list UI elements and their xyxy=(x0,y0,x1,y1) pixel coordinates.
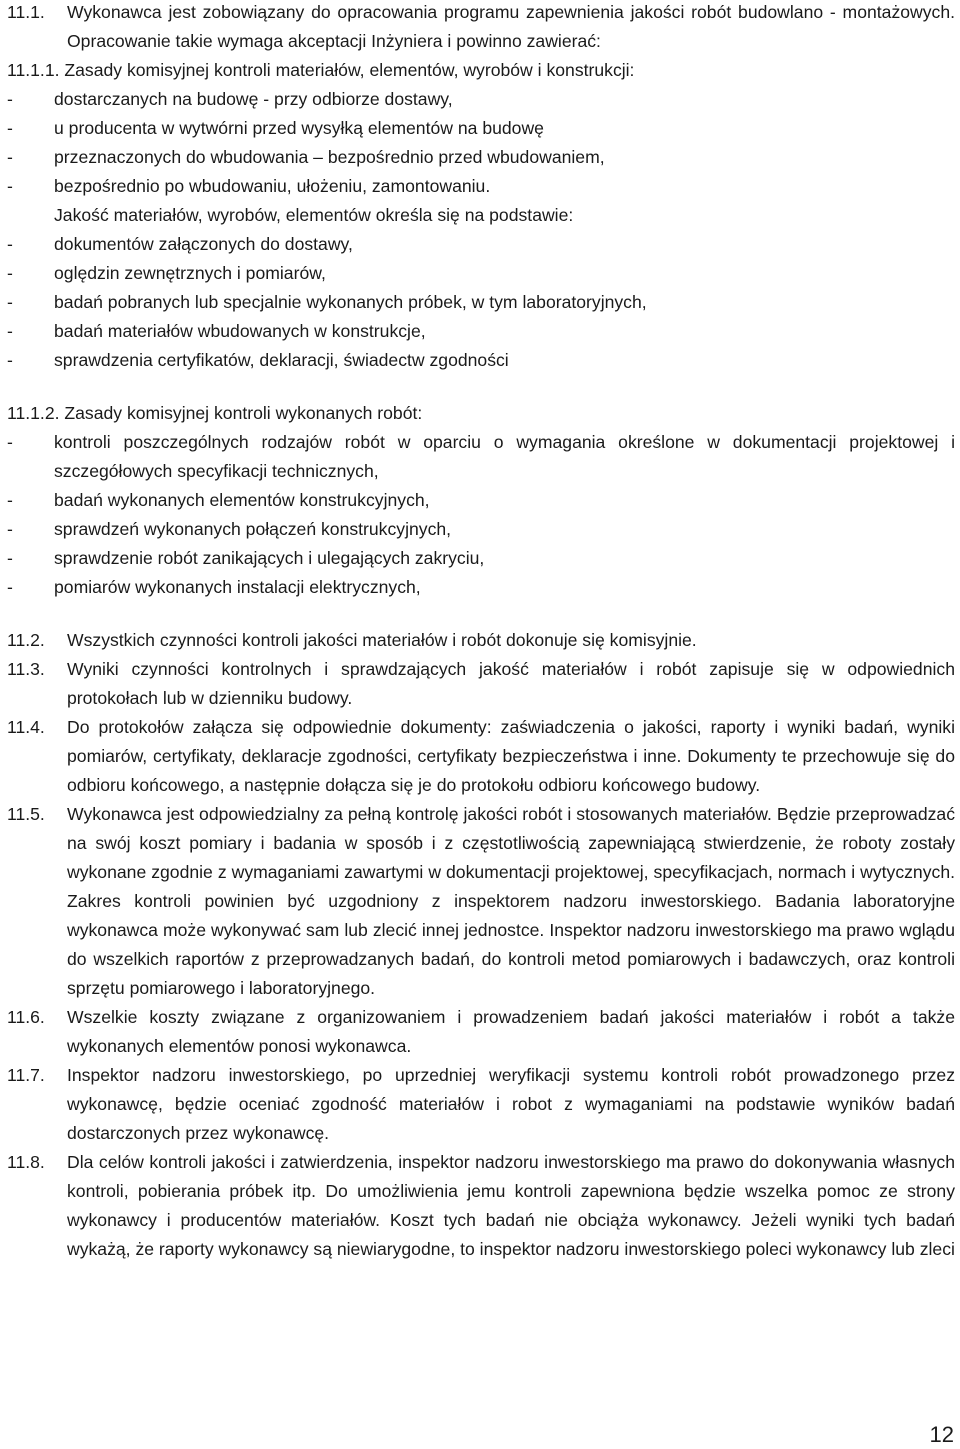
document-page xyxy=(7,0,955,1264)
subsection-11-1-1-heading: 11.1.1. Zasady komisyjnej kontroli materiałów, elementów, wyrobów i konstrukcji: xyxy=(7,60,635,80)
section-text: Inspektor nadzoru inwestorskiego, po uprzedniej weryfikacji systemu kontroli robót prowadzonego przez wykonawcę, będzie oceniać zgodność materiałów i robot z wymaganiami na podstawie wyników badań dostarczonych przez wykonawcę. xyxy=(67,1065,955,1143)
section-11-4 xyxy=(7,713,955,800)
list-item: - sprawdzenie robót zanikających i ulegających zakryciu, xyxy=(7,548,485,568)
section-text: Wykonawca jest zobowiązany do opracowania programu zapewnienia jakości robót budowlano - montażowych. Opracowanie takie wymaga akceptacji Inżyniera i powinno zawierać: xyxy=(67,2,955,51)
inspection-list xyxy=(7,85,955,201)
section-11-1 xyxy=(7,0,955,56)
subsection-11-1-2-heading: 11.1.2. Zasady komisyjnej kontroli wykonanych robót: xyxy=(7,403,423,423)
spacer xyxy=(7,375,955,399)
list-item: - badań pobranych lub specjalnie wykonanych próbek, w tym laboratoryjnych, xyxy=(7,292,647,312)
spacer xyxy=(7,602,955,626)
section-number: 11.1. xyxy=(7,2,45,22)
section-11-8 xyxy=(7,1148,955,1264)
page-number: 12 xyxy=(929,1422,954,1447)
section-number: 11.4. xyxy=(7,717,45,737)
section-text: Wszelkie koszty związane z organizowaniem i prowadzeniem badań jakości materiałów i robót a także wykonanych elementów ponosi wykonawca. xyxy=(67,1007,955,1056)
list-item: - dokumentów załączonych do dostawy, xyxy=(7,234,353,254)
quality-intro: Jakość materiałów, wyrobów, elementów określa się na podstawie: xyxy=(54,205,574,225)
list-item: - dostarczanych na budowę - przy odbiorze dostawy, xyxy=(7,89,453,109)
list-item: - pomiarów wykonanych instalacji elektrycznych, xyxy=(7,577,421,597)
section-text: Wykonawca jest odpowiedzialny za pełną kontrolę jakości robót i stosowanych materiałów. Będzie przeprowadzać na swój koszt pomiary i badania w sposób i z częstotliwością zapewniającą stwierdzenie, że roboty zostały wykonane zgodnie z wymaganiami zawartymi w dokumentacji projektowej, specyfikacjach, normach i wytycznych. Zakres kontroli powinien być uzgodniony z inspektorem nadzoru inwestorskiego. Badania laboratoryjne wykonawca może wykonywać sam lub zlecić innej jednostce. Inspektor nadzoru inwestorskiego ma prawo wglądu do wszelkich raportów z przeprowadzanych badań, do kontroli metod pomiarowych i badawczych, oraz kontroli sprzętu pomiarowego i laboratoryjnego. xyxy=(67,804,955,998)
list-item: - bezpośrednio po wbudowaniu, ułożeniu, zamontowaniu. xyxy=(7,176,491,196)
list-item: - badań wykonanych elementów konstrukcyjnych, xyxy=(7,490,430,510)
section-11-3 xyxy=(7,655,955,713)
section-number: 11.7. xyxy=(7,1065,45,1085)
section-number: 11.2. xyxy=(7,630,45,650)
works-list xyxy=(7,428,955,602)
list-item: - sprawdzeń wykonanych połączeń konstrukcyjnych, xyxy=(7,519,452,539)
section-11-7 xyxy=(7,1061,955,1148)
list-item: - u producenta w wytwórni przed wysyłką elementów na budowę xyxy=(7,118,544,138)
list-item: - kontroli poszczególnych rodzajów robót w oparciu o wymagania określone w dokumentacji projektowej i szczegółowych specyfikacji technicznych, xyxy=(7,432,955,481)
section-11-5 xyxy=(7,800,955,1003)
list-item: - przeznaczonych do wbudowania – bezpośrednio przed wbudowaniem, xyxy=(7,147,605,167)
section-11-2 xyxy=(7,626,955,655)
section-number: 11.3. xyxy=(7,659,45,679)
section-text: Wszystkich czynności kontroli jakości materiałów i robót dokonuje się komisyjnie. xyxy=(67,630,697,650)
section-11-6 xyxy=(7,1003,955,1061)
list-item: - sprawdzenia certyfikatów, deklaracji, świadectw zgodności xyxy=(7,350,509,370)
list-item: - oględzin zewnętrznych i pomiarów, xyxy=(7,263,326,283)
section-number: 11.5. xyxy=(7,804,45,824)
quality-list xyxy=(7,230,955,375)
section-text: Do protokołów załącza się odpowiednie dokumenty: zaświadczenia o jakości, raporty i wyniki badań, wyniki pomiarów, certyfikaty, deklaracje zgodności, certyfikaty bezpieczeństwa i inne. Dokumenty te przechowuje się do odbioru końcowego, a następnie dołącza się je do protokołu odbioru końcowego budowy. xyxy=(67,717,955,795)
section-text: Dla celów kontroli jakości i zatwierdzenia, inspektor nadzoru inwestorskiego ma prawo do dokonywania własnych kontroli, pobierania próbek itp. Do umożliwienia jemu kontroli zapewniona będzie wszelka pomoc ze strony wykonawcy i producentów materiałów. Koszt tych badań nie obciąża wykonawcy. Jeżeli wyniki tych badań wykażą, że raporty wykonawcy są niewiarygodne, to inspektor nadzoru inwestorskiego poleci wykonawcy lub zleci xyxy=(67,1152,955,1259)
list-item: - badań materiałów wbudowanych w konstrukcje, xyxy=(7,321,426,341)
section-text: Wyniki czynności kontrolnych i sprawdzających jakość materiałów i robót zapisuje się w odpowiednich protokołach lub w dzienniku budowy. xyxy=(67,659,955,708)
section-number: 11.6. xyxy=(7,1007,45,1027)
section-number: 11.8. xyxy=(7,1152,45,1172)
